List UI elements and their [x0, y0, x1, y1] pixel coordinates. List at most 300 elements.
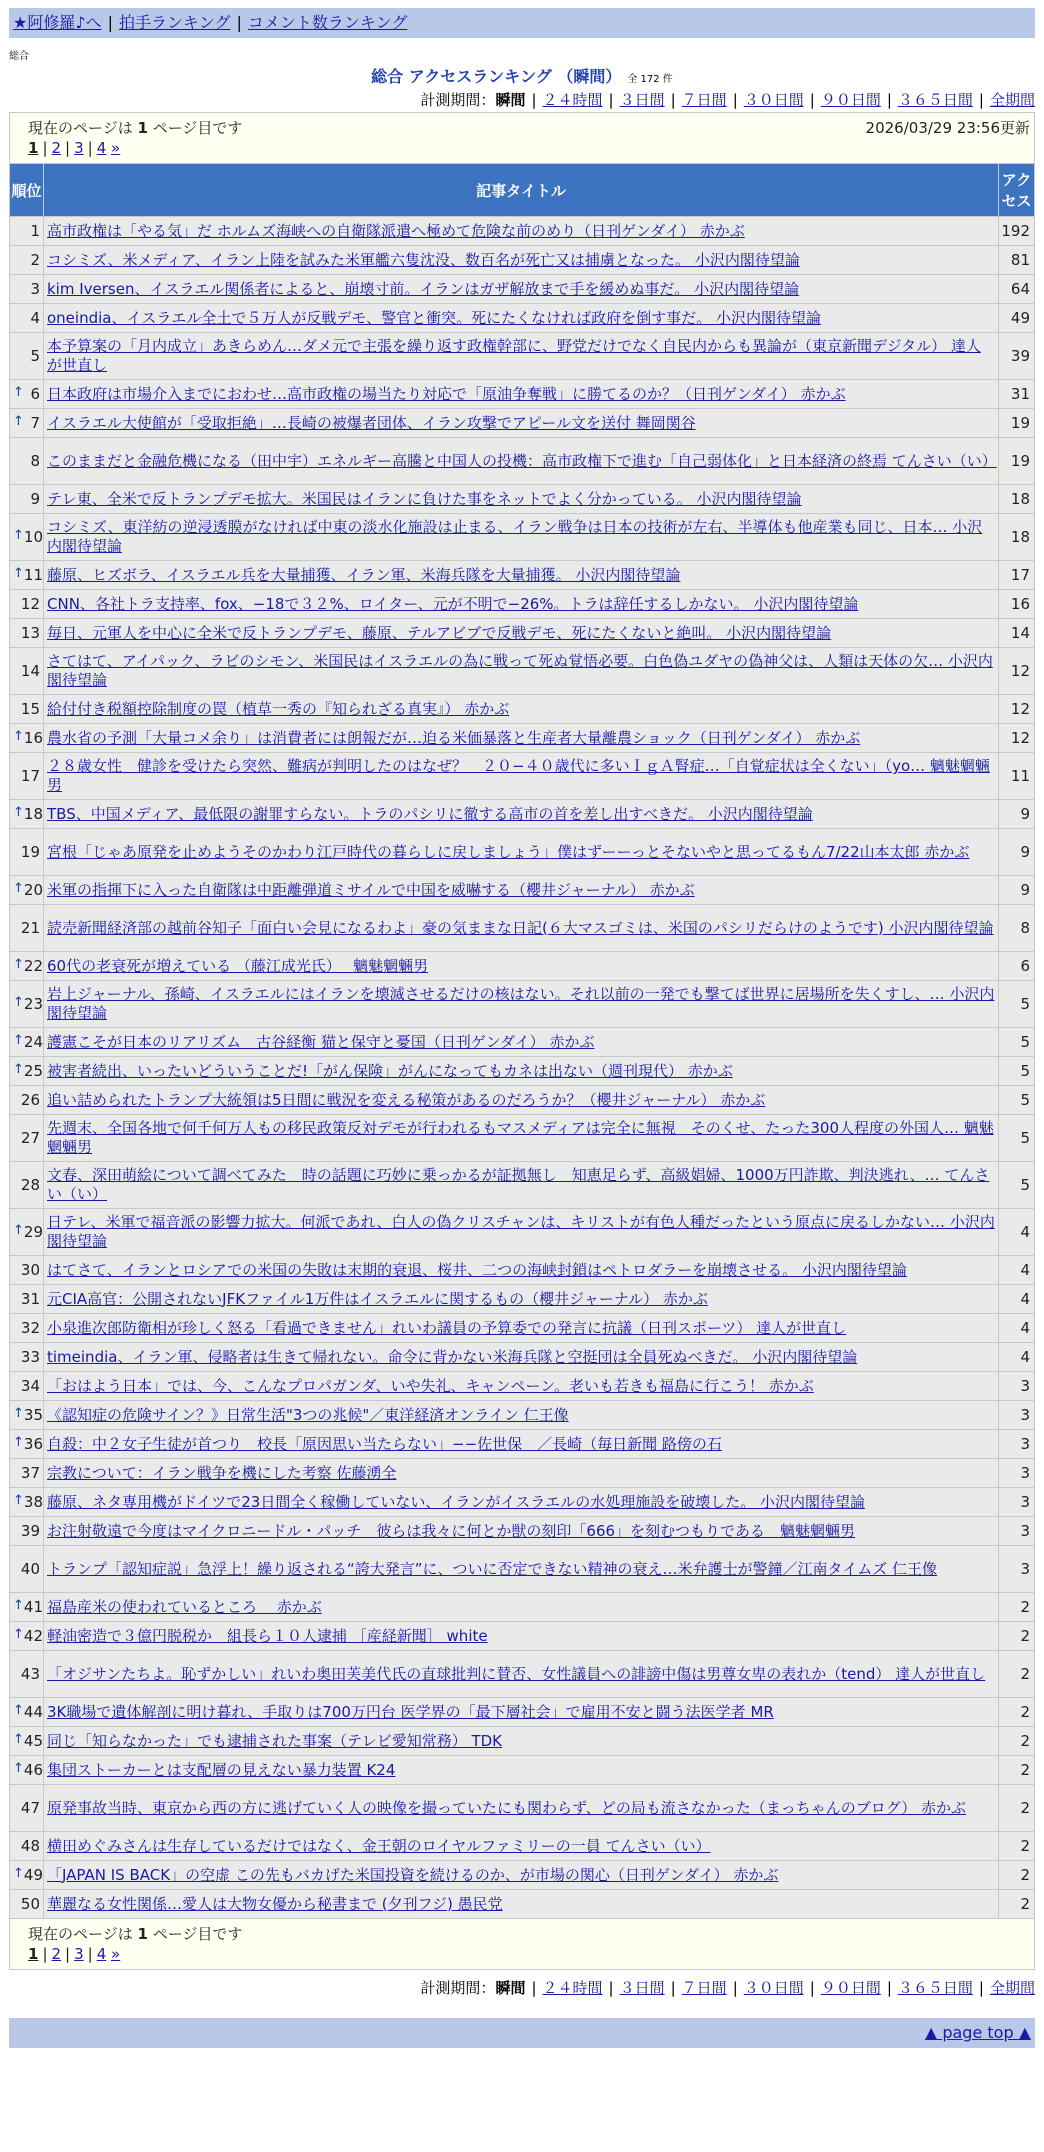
period-option-link[interactable]: ３日間 [619, 91, 665, 109]
rank-number: 45 [23, 1732, 43, 1750]
title-cell [44, 1890, 999, 1919]
access-count: 18 [999, 514, 1035, 561]
next-page-link[interactable]: » [111, 139, 121, 157]
rank-number: 19 [20, 843, 40, 861]
article-title-link[interactable]: 軽油密造で３億円脱税か 組長ら１０人逮捕 ［産経新聞］ white [47, 1626, 488, 1645]
article-title-link[interactable]: timeindia、イラン軍、侵略者は生きて帰れない。命令に背かない米海兵隊と空挺団は全員死ぬべきだ。 小沢内閣待望論 [47, 1347, 858, 1366]
period-selector [9, 88, 1035, 112]
rank-cell [10, 1162, 44, 1209]
title-header: 記事タイトル [44, 164, 999, 217]
rank-number: 14 [20, 662, 40, 680]
page-link-current: 1 [28, 139, 39, 157]
period-divider: | [978, 91, 984, 109]
period-option-link[interactable]: ２４時間 [542, 91, 603, 109]
table-row [10, 1651, 1035, 1698]
rank-cell [10, 561, 44, 590]
article-title-link[interactable]: さてはて、アイパック、ラビのシモン、米国民はイスラエルの為に戦って死ぬ覚悟必要。白色偽ユダヤの偽神父は、人類は天体の欠… 小沢内閣待望論 [47, 652, 993, 689]
table-row [10, 1401, 1035, 1430]
rank-up-arrow-icon: ↑ [13, 1493, 24, 1508]
access-header: アクセス [999, 164, 1035, 217]
access-count: 9 [999, 829, 1035, 876]
title-cell [44, 876, 999, 905]
article-title-link[interactable]: 60代の老衰死が増えている （藤江成光氏） 魑魅魍魎男 [47, 956, 429, 975]
period-label: 計測期間： [420, 91, 496, 109]
table-row [10, 1727, 1035, 1756]
access-count: 3 [999, 1401, 1035, 1430]
rank-up-arrow-icon: ↑ [13, 805, 24, 820]
rank-number: 26 [20, 1091, 40, 1109]
article-title-link[interactable]: 米軍の指揮下に入った自衛隊は中距離弾道ミサイルで中国を威嚇する（櫻井ジャーナル） 赤かぶ [47, 880, 695, 899]
article-title-link[interactable]: 農水省の予測「大量コメ余り」は消費者には朗報だが…迫る米価暴落と生産者大量離農ショック（日刊ゲンダイ） 赤かぶ [47, 728, 861, 747]
rank-cell [10, 1209, 44, 1256]
access-count: 5 [999, 1086, 1035, 1115]
title-cell [44, 380, 999, 409]
rank-number: 9 [30, 490, 40, 508]
period-divider: | [886, 1979, 892, 1997]
title-cell [44, 1488, 999, 1517]
rank-cell [10, 380, 44, 409]
table-row [10, 695, 1035, 724]
access-count: 5 [999, 981, 1035, 1028]
table-row [10, 1162, 1035, 1209]
title-cell [44, 1057, 999, 1086]
rank-cell [10, 1430, 44, 1459]
table-row [10, 952, 1035, 981]
page-link[interactable]: 3 [74, 1945, 84, 1963]
current-page-number: 1 [137, 119, 148, 137]
rank-number: 46 [23, 1761, 43, 1779]
article-title-link[interactable]: テレ東、全米で反トランプデモ拡大。米国民はイランに負けた事をネットでよく分かっている。 小沢内閣待望論 [47, 489, 802, 508]
period-option-link[interactable]: ３０日間 [743, 1979, 804, 1997]
period-option-link[interactable]: ３６５日間 [897, 91, 973, 109]
article-title-link[interactable]: 横田めぐみさんは生存しているだけではなく、金王朝のロイヤルファミリーの一員 てんさい（い） [47, 1836, 711, 1855]
title-cell [44, 753, 999, 800]
current-page-suffix: ページ目です [147, 1925, 243, 1943]
rank-cell [10, 246, 44, 275]
article-title-link[interactable]: 宮根「じゃあ原発を止めようそのかわり江戸時代の暮らしに戻しましょう」僕はずーーっとそないやと思ってるもん7/22山本太郎 赤かぶ [47, 842, 970, 861]
article-title-link[interactable]: はてさて、イランとロシアでの米国の失敗は末期的衰退、桜井、二つの海峡封鎖はペトロダラーを崩壊させる。 小沢内閣待望論 [47, 1260, 907, 1279]
rank-cell [10, 1115, 44, 1162]
access-count: 5 [999, 1162, 1035, 1209]
rank-number: 5 [30, 347, 40, 365]
rank-number: 48 [20, 1837, 40, 1855]
clap-ranking-link[interactable]: 拍手ランキング [118, 13, 231, 32]
rank-cell [10, 1861, 44, 1890]
rank-cell [10, 753, 44, 800]
rank-number: 10 [23, 528, 43, 546]
period-divider: | [886, 91, 892, 109]
article-title-link[interactable]: コシミズ、東洋紡の逆浸透膜がなければ中東の淡水化施設は止まる、イラン戦争は日本の技術が左右、半導体も他産業も同じ、日本… 小沢内閣待望論 [47, 518, 983, 555]
top-nav-bar [9, 8, 1035, 38]
article-title-link[interactable]: TBS、中国メディア、最低限の謝罪すらない。トラのパシリに徹する高市の首を差し出すべきだ。 小沢内閣待望論 [47, 804, 813, 823]
table-row [10, 590, 1035, 619]
rank-cell [10, 1256, 44, 1285]
access-count: 2 [999, 1861, 1035, 1890]
rank-cell [10, 275, 44, 304]
article-title-link[interactable]: 宗教について：イラン戦争を機にした考察 佐藤湧全 [47, 1463, 397, 1482]
title-cell [44, 1546, 999, 1593]
period-divider: | [732, 1979, 738, 1997]
page-divider: | [65, 139, 71, 157]
access-count: 4 [999, 1256, 1035, 1285]
title-cell [44, 1622, 999, 1651]
table-row [10, 1890, 1035, 1919]
article-title-link[interactable]: ２８歳女性 健診を受けたら突然、難病が判明したのはなぜ？ ２０−４０歳代に多いＩｇＡ腎症…「自覚症状は全くない」（yo… 魑魅魍魎男 [47, 757, 990, 794]
article-title-link[interactable]: 被害者続出、いったいどういうことだ!「がん保険」がんになってもカネは出ない（週刊現代） 赤かぶ [47, 1061, 733, 1080]
article-title-link[interactable]: 日本政府は市場介入までにおわせ…高市政権の場当たり対応で「原油争奪戦」に勝てるのか？（日刊ゲンダイ） 赤かぶ [47, 384, 846, 403]
access-count: 8 [999, 905, 1035, 952]
ranking-title [9, 66, 1035, 88]
access-count: 39 [999, 333, 1035, 380]
category-label: 総合 [9, 51, 29, 62]
article-title-link[interactable]: 先週末、全国各地で何千何万人もの移民政策反対デモが行われるもマスメディアは完全に無視 そのくせ、たった300人程度の外国人… 魑魅魍魎男 [47, 1119, 994, 1156]
access-count: 2 [999, 1622, 1035, 1651]
title-cell [44, 1343, 999, 1372]
table-row [10, 1488, 1035, 1517]
rank-up-arrow-icon: ↑ [13, 414, 24, 429]
rank-up-arrow-icon: ↑ [13, 385, 24, 400]
access-count: 192 [999, 217, 1035, 246]
comment-ranking-link[interactable]: コメント数ランキング [247, 13, 408, 32]
period-divider: | [670, 91, 676, 109]
table-row [10, 1314, 1035, 1343]
page-link[interactable]: 2 [51, 1945, 62, 1963]
title-cell [44, 1698, 999, 1727]
rank-number: 20 [23, 881, 43, 899]
article-title-link[interactable]: 集団ストーカーとは支配層の見えない暴力装置 K24 [47, 1760, 396, 1779]
rank-up-arrow-icon: ↑ [13, 1033, 24, 1048]
page-link[interactable]: 4 [96, 139, 107, 157]
article-title-link[interactable]: 3K職場で遺体解剖に明け暮れ、手取りは700万円台 医学界の「最下層社会」で雇用不安と闘う法医学者 MR [47, 1702, 774, 1721]
article-title-link[interactable]: 読売新聞経済部の越前谷知子「面白い会見になるわよ」豪の気ままな日記(６大マスゴミは、米国のパシリだらけのようです) 小沢内閣待望論 [47, 918, 994, 937]
access-count: 4 [999, 1314, 1035, 1343]
updated-timestamp: 2026/03/29 23:56更新 [865, 119, 1030, 137]
article-title-link[interactable]: 同じ「知らなかった」でも逮捕された事案（テレビ愛知常務） TDK [47, 1731, 503, 1750]
table-row [10, 1256, 1035, 1285]
rank-up-arrow-icon: ↑ [13, 1062, 24, 1077]
rank-cell [10, 1459, 44, 1488]
title-cell [44, 1115, 999, 1162]
article-title-link[interactable]: 毎日、元軍人を中心に全米で反トランプデモ、藤原、テルアビブで反戦デモ、死にたくないと絶叫。 小沢内閣待望論 [47, 623, 832, 642]
rank-up-arrow-icon: ↑ [13, 1627, 24, 1642]
article-title-link[interactable]: 高市政権は「やる気」だ ホルムズ海峡への自衛隊派遣へ極めて危険な前のめり（日刊ゲンダイ） 赤かぶ [47, 221, 745, 240]
rank-cell [10, 829, 44, 876]
rank-up-arrow-icon: ↑ [13, 1406, 24, 1421]
title-cell [44, 695, 999, 724]
title-cell [44, 590, 999, 619]
rank-number: 39 [20, 1522, 40, 1540]
access-count: 16 [999, 590, 1035, 619]
nav-divider: | [236, 13, 242, 32]
table-row [10, 1861, 1035, 1890]
rank-number: 33 [20, 1348, 40, 1366]
title-cell [44, 1756, 999, 1785]
rank-up-arrow-icon: ↑ [13, 528, 24, 543]
page-divider: | [65, 1945, 71, 1963]
rank-cell [10, 1028, 44, 1057]
rank-up-arrow-icon: ↑ [13, 566, 24, 581]
table-row [10, 800, 1035, 829]
article-title-link[interactable]: kim Iversen、イスラエル関係者によると、崩壊寸前。イランはガザ解放まで手を緩めぬ事だ。 小沢内閣待望論 [47, 279, 800, 298]
period-option-link[interactable]: 全期間 [989, 91, 1035, 109]
rank-cell [10, 1593, 44, 1622]
rank-cell [10, 1517, 44, 1546]
rank-cell [10, 217, 44, 246]
rank-cell [10, 619, 44, 648]
rank-cell [10, 1285, 44, 1314]
rank-cell [10, 800, 44, 829]
table-row [10, 275, 1035, 304]
rank-number: 11 [23, 566, 43, 584]
period-divider: | [608, 1979, 614, 1997]
access-count: 3 [999, 1372, 1035, 1401]
access-count: 2 [999, 1756, 1035, 1785]
title-cell [44, 1832, 999, 1861]
current-page-number: 1 [137, 1925, 148, 1943]
table-row [10, 409, 1035, 438]
access-count: 3 [999, 1430, 1035, 1459]
access-count: 19 [999, 438, 1035, 485]
access-count: 81 [999, 246, 1035, 275]
access-count: 12 [999, 648, 1035, 695]
access-count: 2 [999, 1785, 1035, 1832]
period-option-link[interactable]: ３日間 [619, 1979, 665, 1997]
table-row [10, 561, 1035, 590]
rank-cell [10, 304, 44, 333]
rank-cell [10, 981, 44, 1028]
article-title-link[interactable]: 「JAPAN IS BACK」の空虚 この先もバカげた米国投資を続けるのか、が市場の関心（日刊ゲンダイ） 赤かぶ [47, 1865, 779, 1884]
table-row [10, 648, 1035, 695]
article-title-link[interactable]: oneindia、イスラエル全土で５万人が反戦デモ、警官と衝突。死にたくなければ政府を倒す事だ。 小沢内閣待望論 [47, 308, 821, 327]
rank-header: 順位 [10, 164, 44, 217]
home-link[interactable]: ★阿修羅♪へ [13, 13, 102, 32]
table-row [10, 619, 1035, 648]
access-count: 2 [999, 1832, 1035, 1861]
article-title-link[interactable]: 藤原、ネタ専用機がドイツで23日間全く稼働していない、イランがイスラエルの水処理施設を破壊した。 小沢内閣待望論 [47, 1492, 865, 1511]
table-row [10, 905, 1035, 952]
bottom-bar [9, 2018, 1035, 2048]
title-cell [44, 1785, 999, 1832]
rank-number: 38 [23, 1493, 43, 1511]
access-count: 3 [999, 1517, 1035, 1546]
access-count: 49 [999, 304, 1035, 333]
title-cell [44, 829, 999, 876]
rank-number: 24 [23, 1033, 43, 1051]
access-count: 6 [999, 952, 1035, 981]
rank-number: 1 [30, 222, 40, 240]
rank-number: 3 [30, 280, 40, 298]
rank-cell [10, 333, 44, 380]
page-link[interactable]: 3 [74, 139, 84, 157]
access-count: 2 [999, 1651, 1035, 1698]
rank-number: 23 [23, 995, 43, 1013]
title-cell [44, 952, 999, 981]
table-row [10, 981, 1035, 1028]
page-links [28, 1945, 120, 1963]
rank-cell [10, 1086, 44, 1115]
rank-number: 27 [20, 1129, 40, 1147]
rank-number: 36 [23, 1435, 43, 1453]
article-title-link[interactable]: 追い詰められたトランプ大統領は5日間に戦況を変える秘策があるのだろうか？（櫻井ジャーナル） 赤かぶ [47, 1090, 766, 1109]
article-title-link[interactable]: トランプ「認知症説」急浮上！繰り返される“誇大発言”に、ついに否定できない精神の衰え…米弁護士が警鐘／江南タイムズ 仁王像 [47, 1559, 938, 1578]
period-option-link[interactable]: ９０日間 [820, 1979, 881, 1997]
rank-number: 49 [23, 1866, 43, 1884]
page-link[interactable]: 4 [96, 1945, 107, 1963]
rank-up-arrow-icon: ↑ [13, 881, 24, 896]
rank-cell [10, 1832, 44, 1861]
table-row [10, 1028, 1035, 1057]
article-title-link[interactable]: 文春、深田萌絵について調べてみた 時の話題に巧妙に乗っかるが証拠無し 知恵足らず、高級娼婦、1000万円詐欺、判決逃れ、… てんさい（い） [47, 1166, 990, 1203]
rank-number: 41 [23, 1598, 43, 1616]
article-title-link[interactable]: 日テレ、米軍で福音派の影響力拡大。何派であれ、白人の偽クリスチャンは、キリストが有色人種だったという原点に戻るしかない… 小沢内閣待望論 [47, 1213, 995, 1250]
rank-up-arrow-icon: ↑ [13, 995, 24, 1010]
article-title-link[interactable]: 元CIA高官：公開されないJFKファイル1万件はイスラエルに関するもの（櫻井ジャーナル） 赤かぶ [47, 1289, 708, 1308]
period-option-link[interactable]: ９０日間 [820, 91, 881, 109]
title-cell [44, 1162, 999, 1209]
rank-number: 16 [23, 729, 43, 747]
title-cell [44, 1086, 999, 1115]
title-cell [44, 409, 999, 438]
rank-number: 25 [23, 1062, 43, 1080]
table-row [10, 829, 1035, 876]
page-link[interactable]: 2 [51, 139, 62, 157]
article-title-link[interactable]: 「おはよう日本」では、今、こんなプロパガンダ、いや失礼、キャンペーン。老いも若きも福島に行こう！ 赤かぶ [47, 1376, 814, 1395]
title-cell [44, 1209, 999, 1256]
period-option-link[interactable]: ３０日間 [743, 91, 804, 109]
article-title-link[interactable]: CNN、各社トラ支持率、fox、−18で３２%、ロイター、元が不明で−26%。トラは辞任するしかない。 小沢内閣待望論 [47, 594, 859, 613]
table-row [10, 304, 1035, 333]
period-label: 計測期間： [420, 1979, 496, 1997]
rank-up-arrow-icon: ↑ [13, 729, 24, 744]
access-count: 18 [999, 485, 1035, 514]
rank-cell [10, 876, 44, 905]
rank-number: 21 [20, 919, 40, 937]
page-link-current: 1 [28, 1945, 39, 1963]
ranking-table [9, 163, 1035, 1919]
access-count: 5 [999, 1057, 1035, 1086]
rank-cell [10, 1488, 44, 1517]
access-count: 4 [999, 1209, 1035, 1256]
access-count: 5 [999, 1028, 1035, 1057]
access-count: 12 [999, 695, 1035, 724]
rank-number: 2 [30, 251, 40, 269]
title-cell [44, 724, 999, 753]
article-title-link[interactable]: 福島産米の使われているところ 赤かぶ [47, 1597, 322, 1616]
article-title-link[interactable]: このままだと金融危機になる（田中宇）エネルギー高騰と中国人の投機：高市政権下で進む「自己弱体化」と日本経済の終焉 てんさい（い） [47, 451, 997, 470]
table-row [10, 1698, 1035, 1727]
rank-number: 35 [23, 1406, 43, 1424]
article-title-link[interactable]: 自殺：中２女子生徒が首つり 校長「原因思い当たらない」−−佐世保 ／長崎（毎日新聞 路傍の石 [47, 1434, 722, 1453]
article-title-link[interactable]: 華麗なる女性関係…愛人は大物女優から秘書まで (夕刊フジ) 愚民党 [47, 1894, 503, 1913]
table-row [10, 1115, 1035, 1162]
period-option-link[interactable]: ３６５日間 [897, 1979, 973, 1997]
next-page-link[interactable]: » [111, 1945, 121, 1963]
title-cell [44, 800, 999, 829]
period-option-link[interactable]: 全期間 [989, 1979, 1035, 1997]
rank-cell [10, 1343, 44, 1372]
page-divider: | [87, 1945, 93, 1963]
access-count: 4 [999, 1343, 1035, 1372]
article-title-link[interactable]: お注射敬遠で今度はマイクロニードル・パッチ 彼らは我々に何とか獣の刻印「666」を刻むつもりである 魑魅魍魎男 [47, 1521, 856, 1540]
article-title-link[interactable]: 護憲こそが日本のリアリズム 古谷経衡 猫と保守と憂国（日刊ゲンダイ） 赤かぶ [47, 1032, 595, 1051]
title-cell [44, 1593, 999, 1622]
article-title-link[interactable]: 《認知症の危険サイン？》日常生活"3つの兆候"／東洋経済オンライン 仁王像 [47, 1405, 569, 1424]
rank-number: 13 [20, 624, 40, 642]
page-divider: | [42, 139, 48, 157]
access-count: 2 [999, 1727, 1035, 1756]
table-row [10, 1430, 1035, 1459]
page-links [28, 139, 120, 157]
rank-cell [10, 952, 44, 981]
table-row [10, 246, 1035, 275]
period-option-link[interactable]: ７日間 [681, 1979, 727, 1997]
table-row [10, 380, 1035, 409]
access-count: 3 [999, 1488, 1035, 1517]
article-title-link[interactable]: 給付付き税額控除制度の罠（植草一秀の『知られざる真実』） 赤かぶ [47, 699, 510, 718]
total-count: 全 172 件 [627, 74, 673, 85]
title-cell [44, 485, 999, 514]
article-title-link[interactable]: 原発事故当時、東京から西の方に逃げていく人の映像を撮っていたにも関わらず、どの局も流さなかった（まっちゃんのブログ） 赤かぶ [47, 1798, 967, 1817]
title-cell [44, 304, 999, 333]
rank-cell [10, 724, 44, 753]
title-cell [44, 333, 999, 380]
current-page-prefix: 現在のページは [28, 1925, 138, 1943]
period-divider: | [809, 1979, 815, 1997]
article-title-link[interactable]: 本予算案の「月内成立」あきらめん…ダメ元で主張を繰り返す政権幹部に、野党だけでなく自民内からも異論が（東京新聞デジタル） 達人が世直し [47, 337, 981, 374]
table-row [10, 1285, 1035, 1314]
title-cell [44, 514, 999, 561]
rank-up-arrow-icon: ↑ [13, 1223, 24, 1238]
rank-number: 18 [23, 805, 43, 823]
title-cell [44, 1372, 999, 1401]
period-current: 瞬間 [495, 1979, 526, 1997]
title-cell [44, 217, 999, 246]
table-row [10, 1057, 1035, 1086]
rank-cell [10, 438, 44, 485]
title-cell [44, 619, 999, 648]
article-title-link[interactable]: イスラエル大使館が「受取拒絶」…長崎の被爆者団体、イラン攻撃でアピール文を送付 舞岡関谷 [47, 413, 696, 432]
rank-number: 4 [30, 309, 40, 327]
title-cell [44, 1028, 999, 1057]
rank-number: 17 [20, 767, 40, 785]
title-cell [44, 1517, 999, 1546]
rank-cell [10, 695, 44, 724]
article-title-link[interactable]: コシミズ、米メディア、イラン上陸を試みた米軍艦六隻沈没、数百名が死亡又は捕虜となった。 小沢内閣待望論 [47, 250, 800, 269]
title-cell [44, 275, 999, 304]
table-row [10, 1785, 1035, 1832]
article-title-link[interactable]: 藤原、ヒズボラ、イスラエル兵を大量捕獲、イラン軍、米海兵隊を大量捕獲。 小沢内閣待望論 [47, 565, 681, 584]
title-cell [44, 1314, 999, 1343]
table-row [10, 1343, 1035, 1372]
access-count: 9 [999, 800, 1035, 829]
rank-up-arrow-icon: ↑ [13, 1703, 24, 1718]
article-title-link[interactable]: 岩上ジャーナル、孫崎、イスラエルにはイランを壊滅させるだけの核はない。それ以前の一発でも撃てば世界に居場所を失くすし、… 小沢内閣待望論 [47, 985, 995, 1022]
period-option-link[interactable]: ２４時間 [542, 1979, 603, 1997]
rank-cell [10, 1890, 44, 1919]
period-option-link[interactable]: ７日間 [681, 91, 727, 109]
rank-number: 29 [23, 1223, 43, 1241]
page-top-link[interactable]: ▲ page top ▲ [924, 2023, 1031, 2042]
table-row [10, 1622, 1035, 1651]
access-count: 2 [999, 1698, 1035, 1727]
title-cell [44, 1285, 999, 1314]
rank-number: 43 [20, 1665, 40, 1683]
article-title-link[interactable]: 「オジサンたちよ。恥ずかしい」れいわ奥田芙美代氏の直球批判に賛否、女性議員への誹謗中傷は男尊女卑の表れか（tend） 達人が世直し [47, 1664, 986, 1683]
rank-cell [10, 1314, 44, 1343]
rank-up-arrow-icon: ↑ [13, 1732, 24, 1747]
article-title-link[interactable]: 小泉進次郎防衛相が珍しく怒る「看過できません」れいわ議員の予算委での発言に抗議（日刊スポーツ） 達人が世直し [47, 1318, 847, 1337]
title-cell [44, 905, 999, 952]
